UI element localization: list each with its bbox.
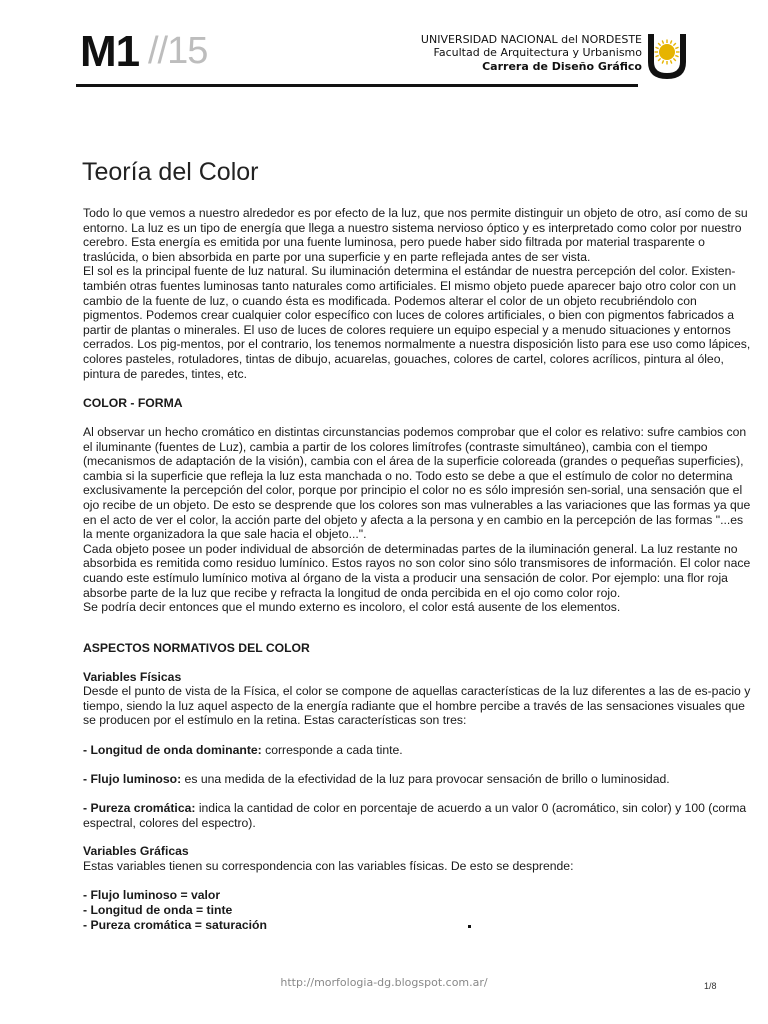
faculty-name: Facultad de Arquitectura y Urbanismo <box>433 46 642 59</box>
body-paragraph: Al observar un hecho cromático en distintas circunstancias podemos comprobar que el color es relativo: sufre cambios con el iluminante (fuentes de Luz), cambia a partir de los colores limítrofes (contraste simultáneo), cambia con el tiempo (mecanismos de adaptación de la visión), cambia con el área de la superficie coloreada (grandes o pequeñas superficies), cambia si la superficie que refleja la luz esta manchada o no. Todo esto se debe a que el estímulo de color no determina exclusivamente la percepción del color, porque por principio el color no es sólo impresión sen-sorial, una sensación que el ojo recibe de un objeto. De esto se desprende que los colores son mas vulnerables a las variaciones que las formas ya que en el acto de ver el color, la acción parte del objeto y afecta a la persona y en cambio en la percepción de las formas "...es la mente organizadora la que sale hacia el objeto...". <box>83 425 751 542</box>
list-item: - Pureza cromática = saturación <box>83 918 267 932</box>
sun-ray <box>662 60 663 63</box>
body-paragraph: Se podría decir entonces que el mundo externo es incoloro, el color está ausente de los elementos. <box>83 600 621 615</box>
intro-text <box>83 206 751 381</box>
variables-graficas-intro: Estas variables tienen su correspondencia con las variables físicas. De esto se desprende: <box>83 859 574 873</box>
section-heading-aspectos: ASPECTOS NORMATIVOS DEL COLOR <box>83 641 310 655</box>
definition-desc: indica la cantidad de color en porcentaje de acuerdo a un valor 0 (acromático, sin color) y 100 (corma espectral, colores del espectro). <box>83 801 747 830</box>
sun-ray <box>655 47 658 48</box>
sun-ray <box>673 43 675 45</box>
section-heading-color-forma: COLOR - FORMA <box>83 396 183 410</box>
stray-dot <box>468 925 471 928</box>
body-paragraph: Cada objeto posee un poder individual de absorción de determinadas partes de la iluminación general. La luz restante no absorbida es remitida como residuo lumínico. Estos rayos no son color sino sólo transmisores de información. El color nace cuando este estímulo lumínico motiva al órgano de la vista a producir una sensación de color. Por ejemplo: una flor roja absorbe parte de la luz que recibe y refracta la longitud de onda percibida en el ojo como color rojo. <box>83 541 751 600</box>
sun-ray <box>658 58 660 60</box>
intro-paragraph: El sol es la principal fuente de luz natural. Su iluminación determina el estándar de nuestra percepción del color. Existen-también otras fuentes luminosas tanto naturales como artificiales. El mismo objeto puede aparecer bajo otro color con un cambio de la fuente de luz, o cuando ésta es modificada. Podemos alterar el color de un objeto recubriéndolo con pigmentos. Podemos crear cualquier color específico con luces de colores artificiales, o bien con pigmentos fabricados a partir de plantas o minerales. El uso de luces de colores requiere un equipo especial y a menudo situaciones y entornos cerrados. Los pig-mentos, por el contrario, los tenemos normalmente a nuestra disposición listo para ese uso como lápices, colores pasteles, rotuladores, tintas de dibujo, acuarelas, gouaches, colores de cartel, colores acrílicos, pintura al óleo, pintura de paredes, tintes, etc. <box>83 264 751 381</box>
list-item: - Flujo luminoso = valor <box>83 888 221 902</box>
definition-desc: es una medida de la efectividad de la luz para provocar sensación de brillo o luminosidad. <box>181 772 670 786</box>
list-item: - Longitud de onda = tinte <box>83 903 233 917</box>
footer-url: http://morfologia-dg.blogspot.com.ar/ <box>280 976 488 989</box>
university-name: UNIVERSIDAD NACIONAL del NORDESTE <box>420 33 642 46</box>
sun-ray <box>655 55 658 56</box>
sun-ray <box>673 58 675 60</box>
subheading-variables-graficas: Variables Gráficas <box>83 844 189 858</box>
sun-ray <box>675 55 678 56</box>
definition-item <box>83 801 751 830</box>
color-forma-text <box>83 425 751 615</box>
page-title: Teoría del Color <box>82 158 259 186</box>
definition-term: - Flujo luminoso: <box>83 772 182 786</box>
sun-ray <box>675 47 678 48</box>
subheading-variables-fisicas: Variables Físicas <box>83 670 182 684</box>
sun-ray <box>662 40 663 43</box>
definition-desc: corresponde a cada tinte. <box>261 743 403 757</box>
logo-year: //15 <box>148 30 208 72</box>
career-name: Carrera de Diseño Gráfico <box>482 60 642 73</box>
sun-ray <box>658 43 660 45</box>
sun-ray <box>670 60 671 63</box>
sun-ray <box>670 40 671 43</box>
variables-fisicas-intro: Desde el punto de vista de la Física, el color se compone de aquellas características de la luz diferentes a las de es-pacio y tiempo, siendo la luz aquel aspecto de la energía radiante que el hombre percibe a través de las sensaciones visuales que se producen por el estímulo en la retina. Estas características son tres: <box>83 684 751 728</box>
logo-m1: M1 <box>80 27 140 76</box>
definition-item <box>83 772 751 787</box>
header-rule <box>76 84 638 87</box>
intro-paragraph: Todo lo que vemos a nuestro alrededor es por efecto de la luz, que nos permite distinguir un objeto de otro, así como de su entorno. La luz es un tipo de energía que llega a nuestro sistema nervioso óptico y es interpretado como color por nuestro cerebro. Esta energía es emitida por una fuente luminosa, pero puede haber sido filtrada por material trasparente o traslúcida, o bien absorbida en parte por una superficie y en parte reflejada antes de ser vista. <box>83 206 748 264</box>
definition-term: - Longitud de onda dominante: <box>83 743 262 757</box>
definition-item <box>83 743 751 758</box>
university-shield-sun-icon <box>644 32 690 82</box>
page-number: 1/8 <box>704 981 717 991</box>
definition-term: - Pureza cromática: <box>83 801 196 815</box>
